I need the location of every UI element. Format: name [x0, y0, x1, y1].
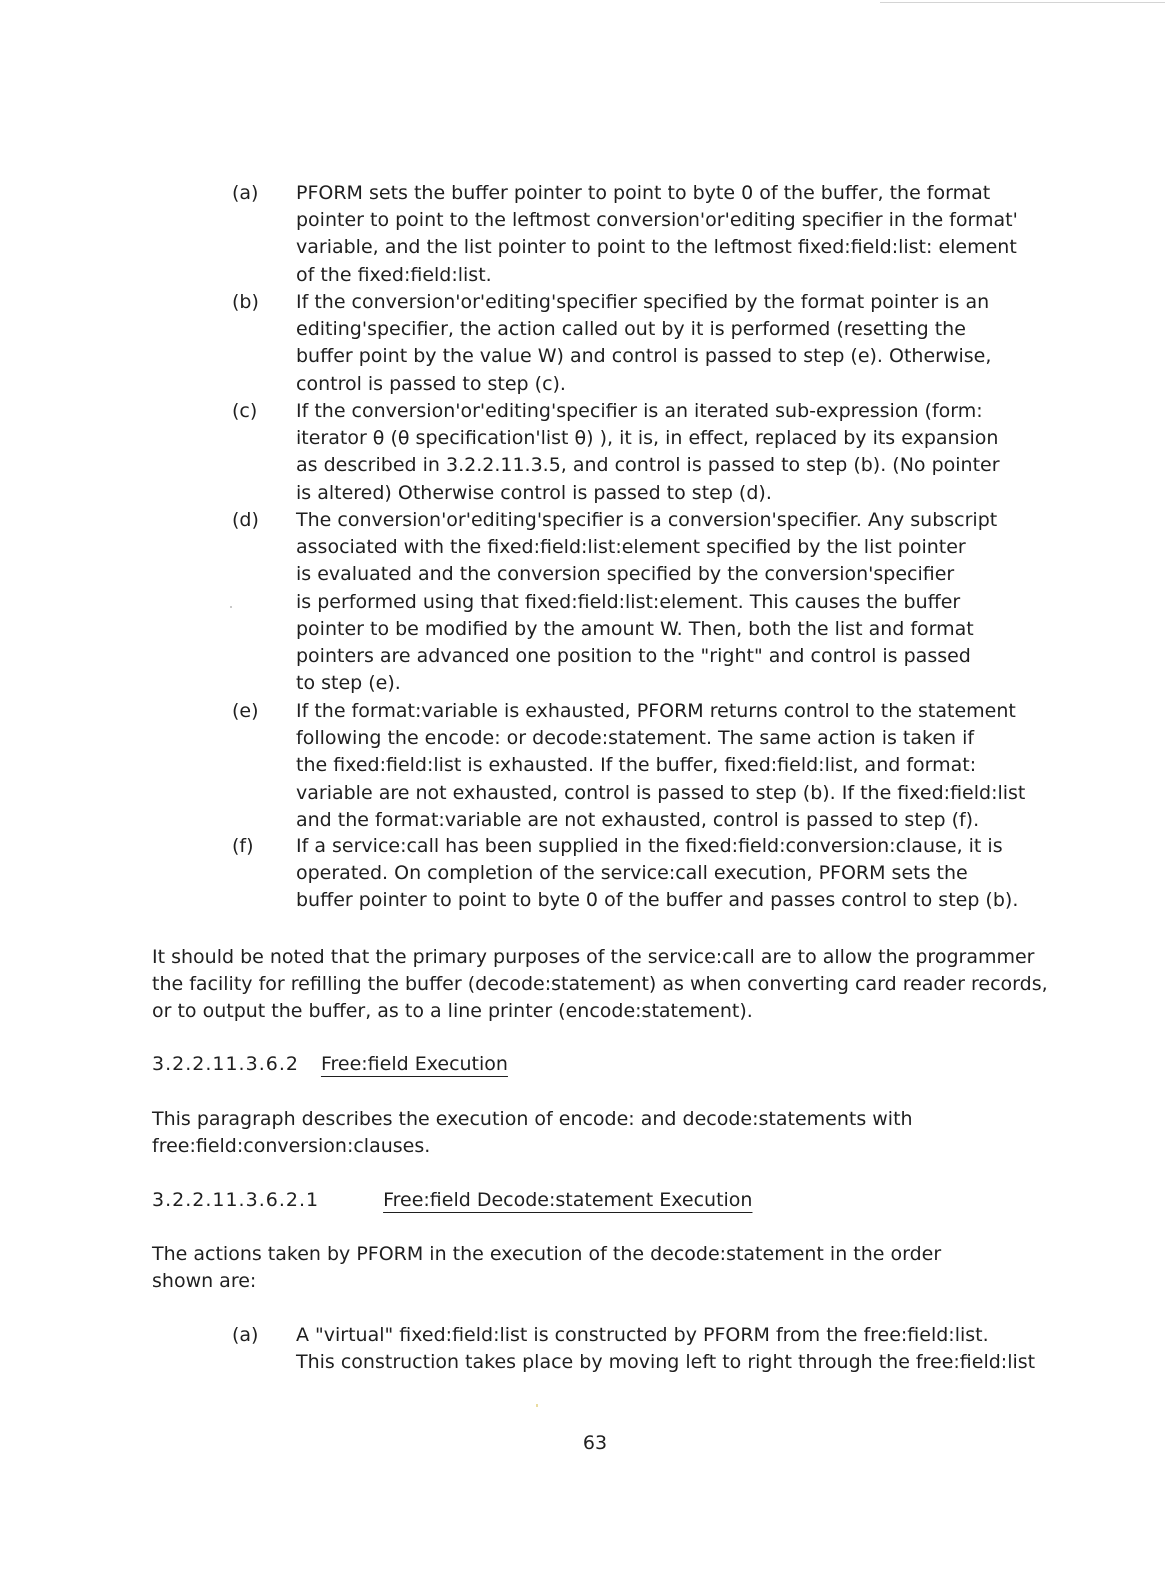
step-line: The conversion'or'editing'specifier is a conversion'specifier. Any subscript: [296, 509, 998, 531]
page-number: 63: [582, 1432, 608, 1454]
note-paragraph: [152, 944, 1132, 1026]
section-paragraph: [152, 1106, 1132, 1160]
step-line: operated. On completion of the service:call execution, PFORM sets the: [296, 862, 968, 885]
step-label: (b): [232, 291, 259, 313]
step-line: is performed using that fixed:field:list:element. This causes the buffer: [296, 590, 961, 613]
section-number: 3.2.2.11.3.6.2: [152, 1053, 299, 1075]
step-line: variable, and the list pointer to point to the leftmost fixed:field:list: element: [296, 236, 1017, 259]
section-title: Free:field Decode:statement Execution: [383, 1189, 753, 1211]
paragraph-line: The actions taken by PFORM in the execution of the decode:statement in the order: [152, 1243, 942, 1265]
step-line: buffer pointer to point to byte 0 of the buffer and passes control to step (b).: [296, 889, 1019, 912]
section-number: 3.2.2.11.3.6.2.1: [152, 1189, 320, 1211]
step-label: (c): [232, 400, 258, 422]
step-label: (a): [232, 182, 259, 204]
step-line: to step (e).: [296, 672, 401, 695]
step-line: editing'specifier, the action called out by it is performed (resetting the: [296, 318, 966, 341]
step-label: (e): [232, 700, 259, 722]
step-line: control is passed to step (c).: [296, 372, 566, 395]
step-line: pointers are advanced one position to the "right" and control is passed: [296, 645, 971, 667]
paragraph-line: It should be noted that the primary purposes of the service:call are to allow the programmer: [152, 946, 1035, 968]
step-line: This construction takes place by moving left to right through the free:field:list: [296, 1351, 1036, 1374]
step-line: the fixed:field:list is exhausted. If the buffer, fixed:field:list, and format:: [296, 754, 977, 777]
step-label: (a): [232, 1324, 259, 1346]
step-line: iterator θ (θ specification'list θ) ), it is, in effect, replaced by its expansion: [296, 427, 999, 450]
section-paragraph: [152, 1241, 1132, 1295]
step-line: following the encode: or decode:statement. The same action is taken if: [296, 727, 975, 750]
step-line: PFORM sets the buffer pointer to point to byte 0 of the buffer, the format: [296, 182, 991, 204]
paragraph-line: the facility for refilling the buffer (decode:statement) as when converting card reader records,: [152, 973, 1048, 996]
step-line: and the format:variable are not exhausted, control is passed to step (f).: [296, 808, 980, 831]
step-line: If the conversion'or'editing'specifier is an iterated sub-expression (form:: [296, 400, 983, 422]
paragraph-line: shown are:: [152, 1270, 257, 1293]
step-line: pointer to be modified by the amount W. Then, both the list and format: [296, 617, 974, 640]
paragraph-line: or to output the buffer, as to a line printer (encode:statement).: [152, 1000, 753, 1023]
step-line: If the format:variable is exhausted, PFORM returns control to the statement: [296, 700, 1016, 722]
subsection-heading: [152, 1187, 752, 1214]
step-line: A "virtual" fixed:field:list is constructed by PFORM from the free:field:list.: [296, 1324, 989, 1346]
step-line: buffer point by the value W) and control is passed to step (e). Otherwise,: [296, 345, 992, 368]
step-line: pointer to point to the leftmost conversion'or'editing specifier in the format': [296, 209, 1018, 232]
step-line: associated with the fixed:field:list:element specified by the list pointer: [296, 536, 966, 559]
section-heading: [152, 1051, 508, 1078]
step-line: is evaluated and the conversion specified by the conversion'specifier: [296, 563, 955, 586]
paragraph-line: This paragraph describes the execution of encode: and decode:statements with: [152, 1108, 913, 1130]
step-line: If a service:call has been supplied in the fixed:field:conversion:clause, it is: [296, 835, 1003, 857]
step-line: of the fixed:field:list.: [296, 263, 492, 286]
paragraph-line: free:field:conversion:clauses.: [152, 1135, 431, 1158]
step-line: as described in 3.2.2.11.3.5, and control is passed to step (b). (No pointer: [296, 454, 1000, 477]
step-line: is altered) Otherwise control is passed to step (d).: [296, 481, 772, 504]
section-title: Free:field Execution: [320, 1053, 508, 1075]
step-label: (f): [232, 835, 254, 857]
step-line: If the conversion'or'editing'specifier specified by the format pointer is an: [296, 291, 990, 313]
step-label: (d): [232, 509, 259, 531]
step-line: variable are not exhausted, control is passed to step (b). If the fixed:field:list: [296, 781, 1026, 804]
